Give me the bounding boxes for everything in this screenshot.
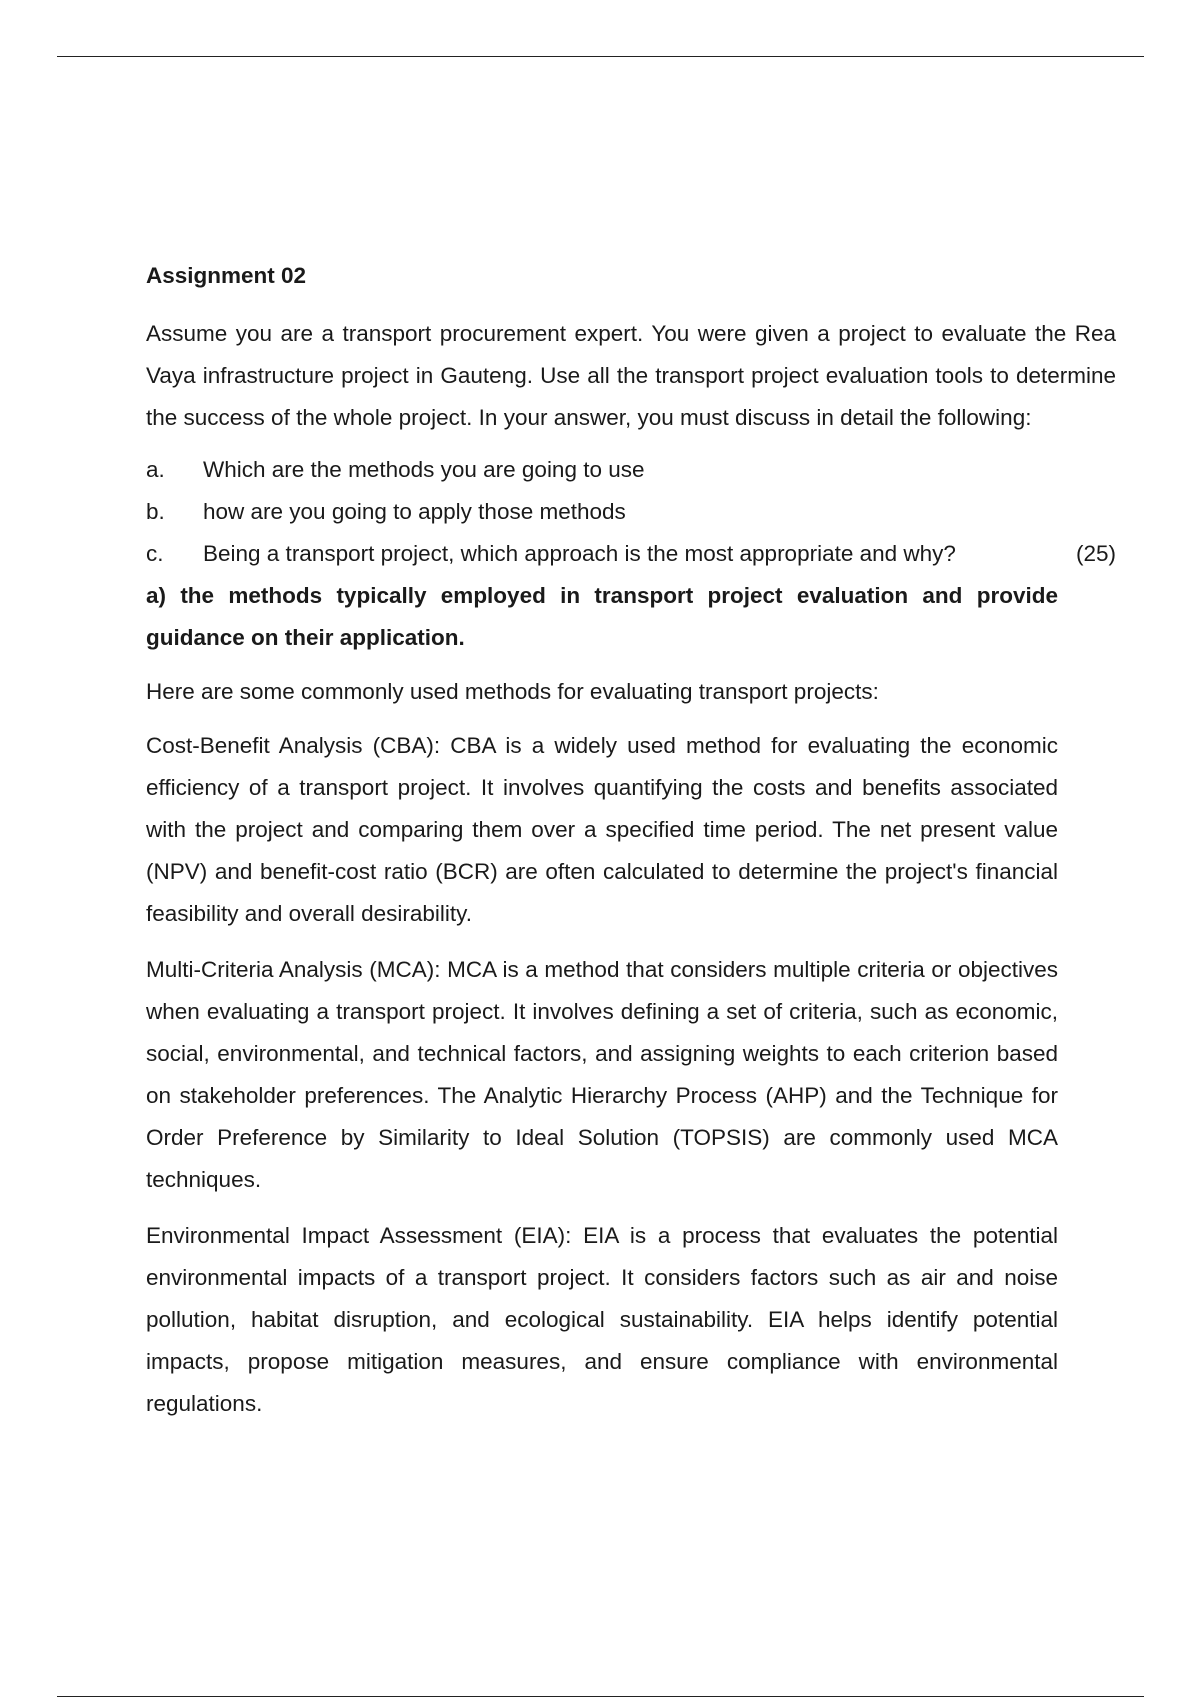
paragraph-mca: Multi-Criteria Analysis (MCA): MCA is a method that considers multiple criteria or objectives when evaluating a transport project. It involves defining a set of criteria, such as economic, social, environmental, and technical factors, and assigning weights to each criterion based on stakeholder preferences. The Analytic Hierarchy Process (AHP) and the Technique for Order Preference by Similarity to Ideal Solution (TOPSIS) are commonly used MCA techniques. — [146, 957, 1058, 1192]
question-marks: (25) — [1075, 541, 1116, 566]
assignment-intro: Assume you are a transport procurement expert. You were given a project to evaluate the Rea Vaya infrastructure project in Gauteng. Use all the transport project evaluation tools to determine the success of the whole project. In your answer, you must discuss in detail the following: — [146, 321, 1116, 430]
question-text: how are you going to apply those methods — [203, 499, 626, 524]
footer-rule — [57, 1696, 1144, 1697]
question-item — [146, 491, 1116, 533]
answer-lead: Here are some commonly used methods for evaluating transport projects: — [146, 679, 879, 704]
paragraph-cba: Cost-Benefit Analysis (CBA): CBA is a widely used method for evaluating the economic efficiency of a transport project. It involves quantifying the costs and benefits associated with the project and comparing them over a specified time period. The net present value (NPV) and benefit-cost ratio (BCR) are often calculated to determine the project's financial feasibility and overall desirability. — [146, 733, 1058, 926]
question-text: Being a transport project, which approach is the most appropriate and why? — [203, 541, 956, 566]
question-item — [146, 449, 1116, 491]
assignment-title: Assignment 02 — [146, 263, 307, 288]
paragraph-eia: Environmental Impact Assessment (EIA): EIA is a process that evaluates the potential environmental impacts of a transport project. It considers factors such as air and noise pollution, habitat disruption, and ecological sustainability. EIA helps identify potential impacts, propose mitigation measures, and ensure compliance with environmental regulations. — [146, 1223, 1058, 1416]
header-rule — [57, 56, 1144, 57]
question-list — [146, 449, 1116, 575]
answer-heading: a) the methods typically employed in transport project evaluation and provide guidance on their application. — [146, 583, 1058, 650]
question-text: Which are the methods you are going to use — [203, 457, 645, 482]
question-marker: b. — [146, 499, 165, 524]
question-marker: a. — [146, 457, 165, 482]
question-item — [146, 533, 1116, 575]
document-body — [146, 255, 1116, 1425]
question-marker: c. — [146, 541, 164, 566]
